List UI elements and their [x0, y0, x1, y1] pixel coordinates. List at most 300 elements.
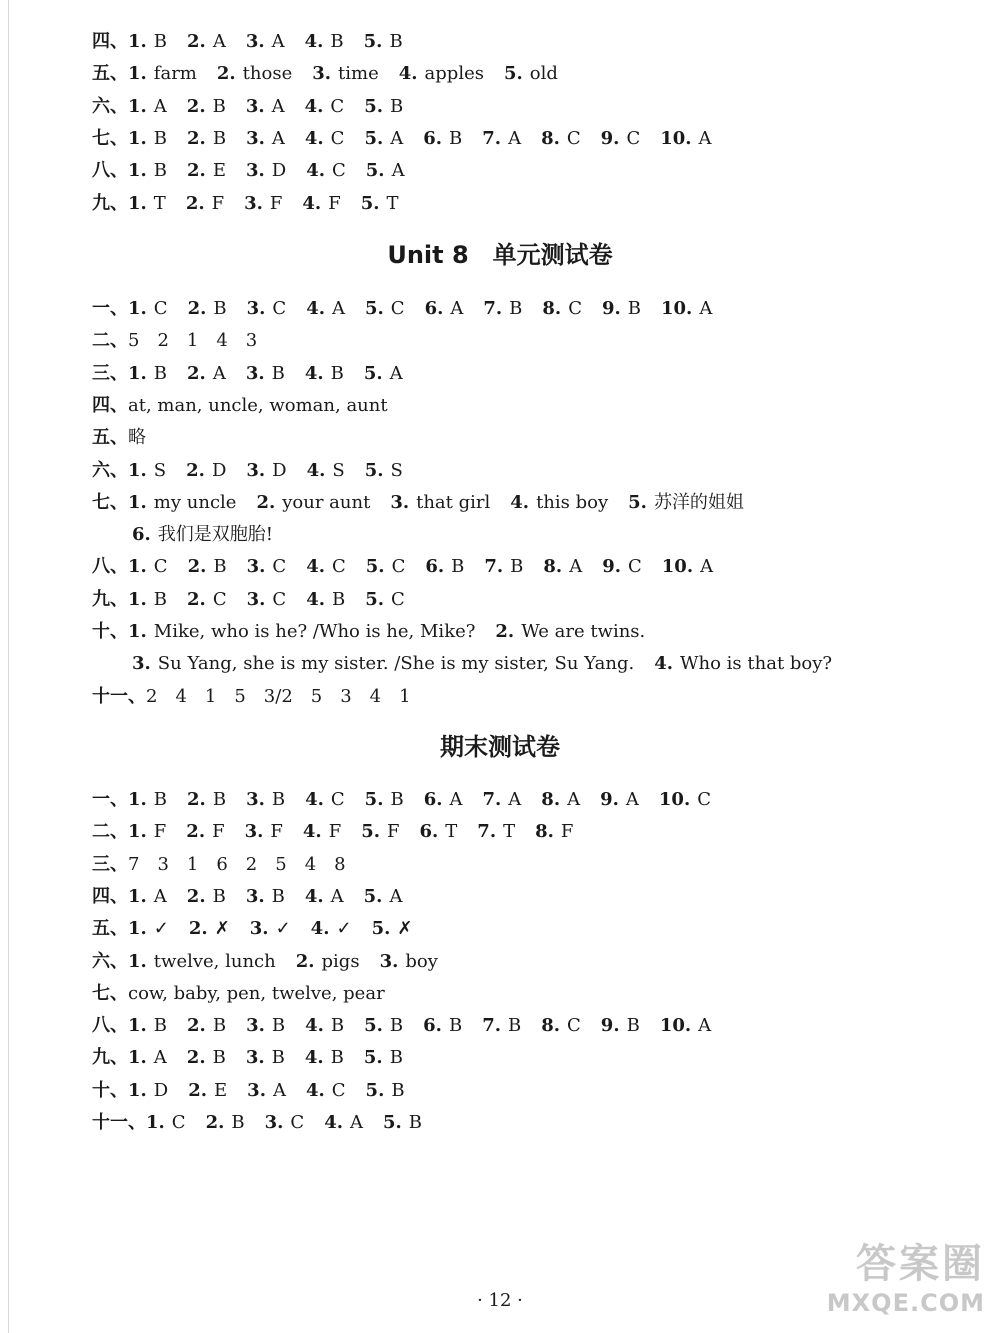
- item-number: 4.: [302, 821, 322, 842]
- answer-line: [92, 392, 388, 420]
- answer-item: [265, 1109, 305, 1137]
- item-number: 2.: [187, 160, 206, 181]
- answer-line: [92, 818, 593, 846]
- item-answer: B: [330, 1015, 345, 1036]
- item-answer: Who is that boy?: [680, 653, 833, 674]
- item-number: 1.: [128, 589, 147, 610]
- answer-text: cow, baby, pen, twelve, pear: [128, 983, 385, 1004]
- question-label: 九、: [92, 589, 128, 610]
- answer-text: 7 3 1 6 2 5 4 8: [128, 854, 346, 875]
- item-answer: B: [408, 1112, 423, 1133]
- question-label: 十一、: [92, 686, 146, 707]
- item-answer: A: [450, 298, 464, 319]
- answer-item: [128, 915, 169, 943]
- answer-item: [366, 553, 406, 581]
- item-number: 8.: [541, 128, 560, 149]
- answer-line: [92, 683, 411, 711]
- item-answer: S: [332, 460, 345, 481]
- answer-line: [92, 786, 731, 814]
- answer-item: [186, 818, 224, 846]
- answer-item: [365, 295, 405, 323]
- question-label: 十、: [92, 621, 128, 642]
- item-answer: B: [391, 1080, 405, 1101]
- item-answer: A: [699, 298, 713, 319]
- item-answer: B: [451, 556, 465, 577]
- answer-item: [600, 786, 639, 814]
- answer-item: [247, 1077, 286, 1105]
- item-number: 3.: [245, 363, 265, 384]
- item-number: 5.: [363, 363, 383, 384]
- item-number: 2.: [205, 1112, 225, 1133]
- answer-line: [92, 1077, 425, 1105]
- question-label: 三、: [92, 854, 128, 875]
- item-answer: old: [529, 63, 558, 84]
- item-number: 1.: [128, 1080, 147, 1101]
- answer-item: [246, 125, 285, 153]
- answer-item: [128, 553, 168, 581]
- item-number: 4.: [398, 63, 418, 84]
- answer-item: [187, 360, 226, 388]
- item-number: 1.: [128, 128, 147, 149]
- item-number: 5.: [365, 556, 385, 577]
- answer-item: [399, 60, 484, 88]
- answer-line: [92, 586, 425, 614]
- item-number: 3.: [244, 193, 263, 214]
- item-answer: B: [330, 1047, 344, 1068]
- answer-item: [217, 60, 292, 88]
- item-number: 3.: [245, 886, 265, 907]
- item-answer: B: [153, 363, 168, 384]
- item-number: 2.: [186, 96, 206, 117]
- answer-item: [366, 157, 405, 185]
- answer-item: [305, 360, 344, 388]
- answer-item: [246, 28, 285, 56]
- item-number: 4.: [306, 160, 325, 181]
- item-number: 1.: [128, 96, 147, 117]
- item-number: 3.: [247, 1080, 266, 1101]
- item-answer: C: [568, 298, 582, 319]
- answer-item: [128, 157, 167, 185]
- item-answer: B: [153, 589, 168, 610]
- item-number: 5.: [364, 298, 384, 319]
- item-number: 4.: [305, 1015, 324, 1036]
- item-number: 4.: [304, 31, 324, 52]
- item-answer: D: [271, 160, 287, 181]
- item-answer: B: [330, 31, 344, 52]
- item-answer: B: [231, 1112, 245, 1133]
- answer-text: 略: [128, 427, 146, 448]
- item-answer: C: [567, 1015, 581, 1036]
- item-number: 10.: [659, 1015, 692, 1036]
- section-title: Unit 8 单元测试卷: [387, 241, 613, 269]
- question-label: 六、: [92, 951, 128, 972]
- question-label: 八、: [92, 160, 128, 181]
- answer-line: [92, 28, 423, 56]
- item-number: 8.: [541, 1015, 561, 1036]
- item-number: 2.: [187, 298, 207, 319]
- item-answer: B: [448, 1015, 463, 1036]
- answer-item: [247, 295, 287, 323]
- item-answer: A: [212, 363, 226, 384]
- item-answer: C: [391, 589, 405, 610]
- item-number: 9.: [600, 1015, 620, 1036]
- answer-item: [186, 190, 224, 218]
- item-answer: B: [212, 128, 227, 149]
- answer-line: [92, 883, 422, 911]
- answer-item: [324, 1109, 363, 1137]
- item-number: 3.: [246, 460, 266, 481]
- item-number: 1.: [128, 160, 147, 181]
- question-label: 十一、: [92, 1112, 146, 1133]
- answer-line: [92, 980, 385, 1008]
- answer-item: [188, 553, 227, 581]
- answer-item: [424, 786, 463, 814]
- item-number: 4.: [306, 460, 326, 481]
- answer-line: [92, 295, 732, 323]
- answer-item: [365, 586, 405, 614]
- answer-item: [305, 1044, 344, 1072]
- item-number: 7.: [482, 1015, 501, 1036]
- answer-line: [92, 1109, 442, 1137]
- item-number: 4.: [324, 1112, 343, 1133]
- item-answer: B: [449, 128, 463, 149]
- item-number: 2.: [187, 789, 206, 810]
- item-number: 5.: [364, 789, 384, 810]
- answer-item: [483, 295, 522, 323]
- item-answer: A: [331, 298, 345, 319]
- answer-item: [128, 1012, 167, 1040]
- answer-item: [187, 157, 226, 185]
- answer-item: [535, 818, 573, 846]
- item-number: 5.: [365, 589, 385, 610]
- item-answer: A: [272, 1080, 286, 1101]
- question-label: 四、: [92, 395, 128, 416]
- item-answer: A: [271, 96, 285, 117]
- item-number: 3.: [390, 492, 410, 513]
- answer-item: [189, 915, 230, 943]
- item-answer: B: [271, 1015, 286, 1036]
- item-number: 3.: [246, 128, 265, 149]
- answer-line: [92, 948, 458, 976]
- answer-item: [311, 915, 352, 943]
- answer-line: [92, 157, 425, 185]
- item-number: 6.: [423, 1015, 442, 1036]
- item-number: 1.: [128, 951, 147, 972]
- item-number: 2.: [185, 193, 205, 214]
- answer-item: [128, 948, 276, 976]
- answer-item: [306, 1077, 346, 1105]
- item-answer: A: [391, 160, 405, 181]
- item-number: 3.: [245, 96, 265, 117]
- item-answer: C: [272, 298, 287, 319]
- answer-item: [365, 457, 403, 485]
- item-number: 1.: [128, 556, 147, 577]
- item-answer: B: [627, 298, 641, 319]
- item-answer: my uncle: [153, 492, 237, 513]
- item-number: 5.: [371, 918, 391, 939]
- question-label: 四、: [92, 886, 128, 907]
- item-answer: A: [449, 789, 463, 810]
- answer-item: [128, 125, 167, 153]
- item-answer: A: [698, 1015, 712, 1036]
- item-number: 5.: [503, 63, 523, 84]
- question-label: 五、: [92, 918, 128, 939]
- answer-line: [92, 1044, 423, 1072]
- question-label: 一、: [92, 789, 128, 810]
- item-answer: that girl: [416, 492, 491, 513]
- item-number: 2.: [187, 31, 206, 52]
- answer-item: [602, 553, 642, 581]
- item-number: 8.: [535, 821, 554, 842]
- item-answer: C: [153, 298, 168, 319]
- answer-item: [660, 125, 711, 153]
- item-answer: C: [628, 556, 642, 577]
- answer-item: [206, 1109, 245, 1137]
- item-number: 3.: [246, 556, 266, 577]
- item-number: 8.: [541, 789, 561, 810]
- item-number: 1.: [128, 298, 147, 319]
- item-number: 5.: [365, 160, 385, 181]
- answer-item: [246, 93, 285, 121]
- answer-line: [132, 650, 852, 678]
- item-answer: A: [569, 556, 583, 577]
- answer-item: [541, 1012, 581, 1040]
- item-number: 2.: [188, 1080, 208, 1101]
- item-answer: C: [391, 556, 406, 577]
- item-answer: B: [153, 160, 168, 181]
- answer-item: [187, 586, 227, 614]
- item-answer: A: [508, 128, 522, 149]
- answer-item: [504, 60, 558, 88]
- item-number: 3.: [246, 789, 265, 810]
- item-answer: B: [212, 1047, 226, 1068]
- answer-item: [256, 489, 370, 517]
- item-answer: B: [507, 1015, 522, 1036]
- item-number: 7.: [482, 789, 502, 810]
- answer-line: [92, 618, 665, 646]
- item-answer: A: [349, 1112, 363, 1133]
- item-answer: B: [153, 789, 168, 810]
- item-number: 3.: [246, 1015, 265, 1036]
- item-number: 3.: [132, 653, 151, 674]
- answer-item: [246, 457, 286, 485]
- item-answer: T: [153, 193, 166, 214]
- answer-item: [306, 157, 346, 185]
- answer-item: [128, 818, 166, 846]
- item-answer: D: [211, 460, 227, 481]
- item-answer: B: [213, 298, 227, 319]
- item-number: 2.: [186, 1047, 206, 1068]
- question-label: 五、: [92, 63, 128, 84]
- answer-item: [245, 818, 283, 846]
- item-answer: B: [212, 96, 226, 117]
- answer-item: [654, 650, 832, 678]
- answer-item: [132, 521, 273, 549]
- answer-line: [92, 125, 732, 153]
- answer-item: [306, 295, 345, 323]
- answer-item: [659, 786, 711, 814]
- item-number: 2.: [216, 63, 236, 84]
- answer-item: [128, 586, 167, 614]
- answer-item: [187, 1044, 226, 1072]
- item-number: 3.: [249, 918, 269, 939]
- answer-line: [92, 360, 423, 388]
- answer-item: [246, 1044, 285, 1072]
- item-answer: A: [390, 128, 404, 149]
- item-answer: B: [331, 589, 346, 610]
- item-answer: B: [330, 363, 344, 384]
- item-answer: C: [272, 589, 287, 610]
- item-number: 2.: [187, 128, 206, 149]
- question-label: 九、: [92, 1047, 128, 1068]
- answer-item: [307, 457, 345, 485]
- page-number: · 12 ·: [477, 1290, 523, 1311]
- answer-line: [92, 60, 578, 88]
- answer-item: [312, 60, 379, 88]
- item-number: 4.: [306, 298, 325, 319]
- item-number: 2.: [495, 621, 515, 642]
- answer-item: [661, 295, 712, 323]
- answer-item: [247, 553, 287, 581]
- answer-item: [305, 786, 345, 814]
- item-number: 1.: [128, 621, 147, 642]
- question-label: 七、: [92, 128, 128, 149]
- item-number: 6.: [425, 556, 445, 577]
- item-number: 4.: [304, 128, 324, 149]
- item-answer: B: [390, 789, 404, 810]
- item-answer: D: [272, 460, 287, 481]
- item-answer: ✓: [153, 918, 169, 939]
- item-number: 4.: [654, 653, 674, 674]
- item-answer: C: [390, 298, 405, 319]
- item-answer: C: [697, 789, 711, 810]
- item-answer: B: [390, 96, 404, 117]
- answer-item: [542, 295, 582, 323]
- item-number: 7.: [477, 821, 497, 842]
- question-label: 三、: [92, 363, 128, 384]
- item-answer: C: [330, 789, 345, 810]
- answer-item: [128, 883, 167, 911]
- item-answer: ✓: [275, 918, 291, 939]
- answer-item: [541, 786, 580, 814]
- question-label: 六、: [92, 96, 128, 117]
- answer-item: [246, 157, 286, 185]
- answer-item: [187, 28, 226, 56]
- answer-item: [423, 125, 462, 153]
- answer-item: [246, 883, 285, 911]
- item-answer: F: [328, 821, 342, 842]
- watermark-url: MXQE.COM: [826, 1289, 985, 1317]
- answer-item: [541, 125, 581, 153]
- answer-item: [246, 786, 285, 814]
- item-number: 4.: [310, 918, 330, 939]
- item-number: 5.: [360, 193, 380, 214]
- item-number: 3.: [244, 821, 264, 842]
- item-number: 1.: [128, 789, 147, 810]
- answer-item: [364, 1012, 403, 1040]
- item-answer: A: [567, 789, 581, 810]
- answer-item: [364, 93, 403, 121]
- answer-item: [128, 295, 168, 323]
- item-answer: ✗: [397, 918, 413, 939]
- item-number: 4.: [302, 193, 322, 214]
- item-answer: A: [271, 31, 285, 52]
- answer-item: [128, 1077, 168, 1105]
- answer-item: [602, 295, 641, 323]
- item-number: 4.: [304, 96, 324, 117]
- answer-item: [296, 948, 360, 976]
- answer-item: [482, 1012, 521, 1040]
- answer-item: [128, 786, 167, 814]
- item-number: 4.: [304, 1047, 324, 1068]
- answer-item: [364, 125, 403, 153]
- answer-item: [662, 553, 713, 581]
- item-answer: pigs: [321, 951, 360, 972]
- answer-line: [92, 327, 257, 355]
- item-answer: A: [389, 363, 403, 384]
- answer-line: [92, 93, 423, 121]
- answer-item: [128, 1044, 167, 1072]
- item-answer: your aunt: [282, 492, 371, 513]
- answer-item: [188, 1077, 227, 1105]
- item-answer: D: [153, 1080, 169, 1101]
- question-label: 四、: [92, 31, 128, 52]
- item-answer: B: [626, 1015, 640, 1036]
- answer-item: [383, 1109, 422, 1137]
- answer-item: [364, 1044, 403, 1072]
- answer-item: [543, 553, 582, 581]
- item-answer: ✓: [336, 918, 352, 939]
- answer-item: [128, 28, 167, 56]
- item-number: 3.: [245, 160, 265, 181]
- item-answer: F: [269, 193, 283, 214]
- item-number: 2.: [186, 886, 206, 907]
- item-answer: F: [211, 193, 225, 214]
- watermark-text: 答案圈: [856, 1241, 985, 1287]
- item-number: 1.: [128, 821, 147, 842]
- question-label: 八、: [92, 1015, 128, 1036]
- item-number: 8.: [542, 298, 562, 319]
- item-answer: C: [153, 556, 168, 577]
- answer-line: [92, 553, 733, 581]
- answer-item: [419, 818, 457, 846]
- item-answer: C: [290, 1112, 305, 1133]
- item-answer: T: [503, 821, 516, 842]
- item-number: 1.: [128, 460, 147, 481]
- answer-item: [246, 360, 285, 388]
- item-number: 6.: [419, 821, 439, 842]
- item-answer: C: [331, 556, 346, 577]
- answer-item: [364, 28, 403, 56]
- item-number: 6.: [423, 789, 443, 810]
- item-answer: apples: [424, 63, 484, 84]
- item-number: 4.: [510, 492, 530, 513]
- item-answer: F: [328, 193, 341, 214]
- answer-item: [484, 553, 523, 581]
- item-answer: B: [271, 886, 285, 907]
- answer-item: [364, 360, 403, 388]
- answer-item: [128, 618, 475, 646]
- answer-line: [92, 1012, 731, 1040]
- item-number: 5.: [363, 31, 383, 52]
- item-answer: F: [386, 821, 400, 842]
- answer-item: [423, 1012, 462, 1040]
- item-answer: A: [508, 789, 522, 810]
- answer-item: [247, 586, 287, 614]
- question-label: 七、: [92, 983, 128, 1004]
- item-answer: this boy: [536, 492, 609, 513]
- answer-item: [186, 457, 226, 485]
